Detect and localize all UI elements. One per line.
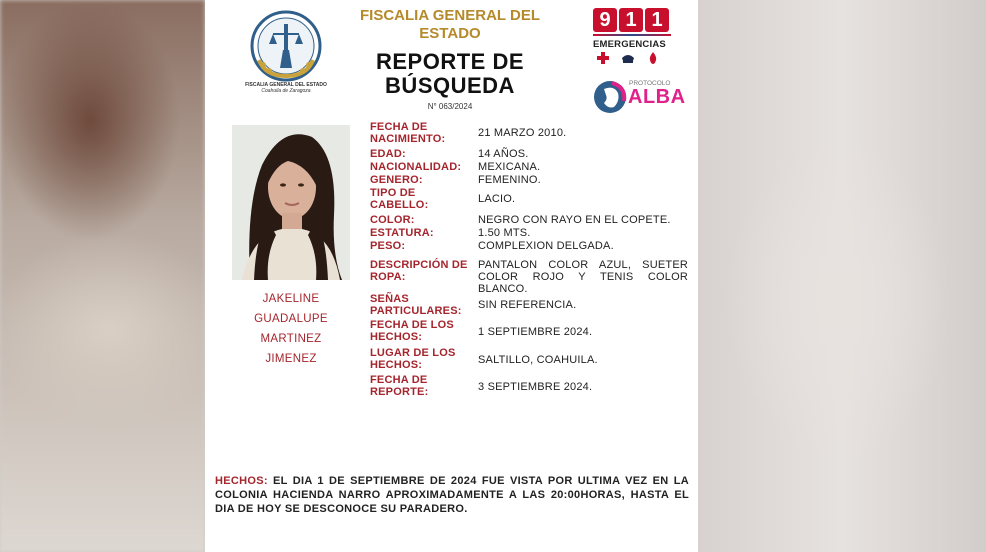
detail-label-line: SEÑAS (370, 293, 409, 305)
blurred-background-left (0, 0, 205, 552)
emergency-number (593, 8, 673, 32)
detail-label (370, 187, 475, 211)
person-photo (232, 125, 350, 280)
detail-value (478, 148, 688, 160)
detail-value-line: FEMENINO. (478, 174, 541, 186)
detail-value-line: 21 MARZO 2010. (478, 127, 567, 139)
portrait-image (232, 125, 350, 280)
detail-value (478, 161, 688, 173)
detail-value (478, 326, 688, 338)
hechos-paragraph (215, 474, 689, 516)
protocol-label: PROTOCOLO (629, 80, 671, 87)
detail-value-line: PANTALON COLOR AZUL, SUETER (478, 259, 688, 271)
detail-label (370, 319, 475, 343)
detail-label-line: GENERO: (370, 174, 423, 186)
detail-value-line: NEGRO CON RAYO EN EL COPETE. (478, 214, 671, 226)
emergency-digit: 1 (645, 8, 669, 32)
agency-title-line1: FISCALIA GENERAL DEL (359, 7, 540, 24)
medical-cross-icon (597, 52, 609, 64)
detail-value-line: 1 SEPTIEMBRE 2024. (478, 326, 593, 338)
emergency-911-logo (593, 8, 673, 70)
fiscalia-logo (245, 10, 327, 102)
detail-value (478, 381, 688, 393)
detail-label (370, 148, 475, 160)
detail-value-line: SALTILLO, COAHUILA. (478, 354, 598, 366)
justice-seal-icon (245, 10, 327, 82)
detail-label-line: REPORTE: (370, 386, 429, 398)
name-line: JAKELINE (262, 293, 320, 305)
detail-label-line: HECHOS: (370, 359, 423, 371)
fiscalia-logo-caption (245, 82, 327, 94)
detail-value-line: LACIO. (478, 193, 516, 205)
detail-label-line: ROPA: (370, 271, 406, 283)
report-title-line2: BÚSQUEDA (385, 73, 515, 98)
agency-title (345, 7, 555, 43)
detail-value (478, 214, 688, 226)
emergency-services-icons (593, 52, 673, 64)
divider-stripe (593, 34, 671, 36)
detail-label-line: ESTATURA: (370, 227, 434, 239)
protocolo-alba-logo (592, 76, 692, 116)
name-line: GUADALUPE (254, 313, 328, 325)
person-name (230, 289, 352, 369)
detail-value (478, 193, 688, 205)
detail-value-line: BLANCO. (478, 283, 528, 295)
detail-value-line: 1.50 MTS. (478, 227, 531, 239)
blurred-background-right (698, 0, 986, 552)
detail-label-line: LUGAR DE LOS (370, 347, 456, 359)
detail-label-line: PARTICULARES: (370, 305, 462, 317)
hechos-text: EL DIA 1 DE SEPTIEMBRE DE 2024 FUE VISTA POR ULTIMA VEZ EN LA COLONIA HACIENDA NARRO APROXIMADAMENTE A LAS 20:00HORAS, HASTA EL DIA DE HOY SE DESCONOCE SU PARADERO. (215, 475, 689, 515)
detail-label-line: FECHA DE (370, 121, 428, 133)
detail-value (478, 259, 688, 295)
detail-value-line: 3 SEPTIEMBRE 2024. (478, 381, 593, 393)
fiscalia-caption-line1: FISCALIA GENERAL DEL ESTADO (245, 82, 327, 88)
detail-label (370, 259, 475, 283)
report-number: N° 063/2024 (427, 102, 473, 111)
hechos-label: HECHOS: (215, 475, 268, 487)
detail-label (370, 227, 475, 239)
name-line: MARTINEZ (260, 333, 322, 345)
emergency-digit: 9 (593, 8, 617, 32)
detail-label-line: DESCRIPCIÓN DE (370, 259, 468, 271)
detail-label (370, 121, 475, 145)
emergency-label: EMERGENCIAS (593, 39, 666, 50)
alba-label: ALBA (628, 86, 686, 108)
detail-value (478, 240, 688, 252)
detail-label (370, 214, 475, 226)
detail-value-line: COLOR ROJO Y TENIS COLOR (478, 271, 688, 283)
name-line: JIMENEZ (265, 353, 317, 365)
fire-icon (647, 52, 659, 64)
detail-label (370, 240, 475, 252)
detail-label-line: FECHA DE (370, 374, 428, 386)
detail-label (370, 174, 475, 186)
police-cap-icon (621, 52, 635, 64)
detail-value (478, 354, 688, 366)
agency-title-line2: ESTADO (419, 25, 481, 42)
detail-value-line: COMPLEXION DELGADA. (478, 240, 614, 252)
detail-label-line: NACIONALIDAD: (370, 161, 462, 173)
detail-value-line: 14 AÑOS. (478, 148, 529, 160)
fiscalia-caption-line2: Coahuila de Zaragoza (261, 88, 311, 94)
detail-label-line: CABELLO: (370, 199, 429, 211)
report-title-line1: REPORTE DE (375, 49, 525, 74)
detail-value (478, 227, 688, 239)
report-title (360, 50, 540, 98)
detail-label-line: EDAD: (370, 148, 406, 160)
detail-label (370, 374, 475, 398)
detail-value (478, 299, 688, 311)
detail-label (370, 161, 475, 173)
detail-label-line: HECHOS: (370, 331, 423, 343)
detail-value-line: SIN REFERENCIA. (478, 299, 577, 311)
detail-label-line: FECHA DE LOS (370, 319, 454, 331)
detail-label (370, 347, 475, 371)
detail-label-line: NACIMIENTO: (370, 133, 446, 145)
emergency-digit: 1 (619, 8, 643, 32)
detail-label (370, 293, 475, 317)
detail-label-line: TIPO DE (370, 187, 416, 199)
detail-label-line: PESO: (370, 240, 406, 252)
detail-value-line: MEXICANA. (478, 161, 541, 173)
alba-profile-icon (592, 79, 628, 115)
detail-value (478, 127, 688, 139)
detail-value (478, 174, 688, 186)
missing-person-poster (205, 0, 698, 552)
detail-label-line: COLOR: (370, 214, 415, 226)
